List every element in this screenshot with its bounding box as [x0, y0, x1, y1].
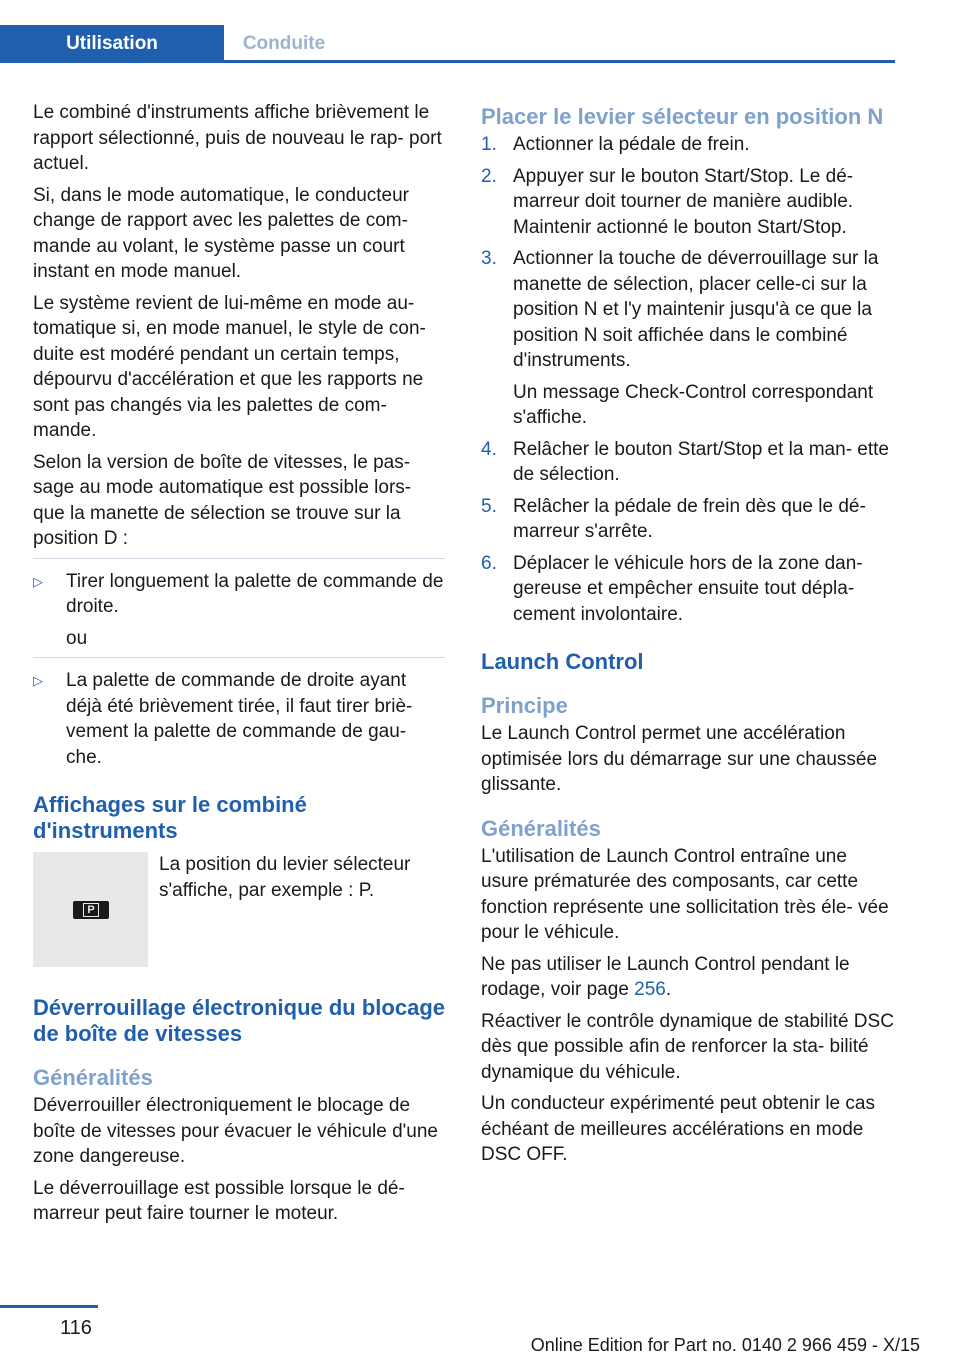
list-item: 5. Relâcher la pédale de frein dès que le dé‐ marreur s'arrête. — [481, 495, 866, 542]
list-item: 6. Déplacer le véhicule hors de la zone dan‐ gereuse et empêcher ensuite tout dépla‐ cement involontaire. — [481, 552, 863, 625]
figure-row — [33, 852, 445, 967]
paragraph: Selon la version de boîte de vitesses, le pas‐ sage au mode automatique est possible lors‐ que la manette de sélection se trouve sur la position D : — [33, 451, 412, 549]
section-heading-deverrouillage: Déverrouillage électronique du blocage de boîte de vitesses — [33, 995, 445, 1046]
tab-conduite[interactable]: Conduite — [224, 25, 344, 62]
list-item: 1. Actionner la pédale de frein. — [481, 134, 750, 155]
paragraph: Réactiver le contrôle dynamique de stabilité DSC dès que possible afin de renforcer la sta‐ bilité dynamique du véhicule. — [481, 1010, 894, 1083]
triangle-bullet-icon: ▷ — [33, 673, 43, 688]
edition-label: Online Edition for Part no. 0140 2 966 459 - X/15 — [530, 1335, 920, 1355]
paragraph: Le système revient de lui-même en mode au‐ tomatique si, en mode manuel, le style de con‐ duite est modéré pendant un certain temps, dépourvu d'accélération et que les rapports ne sont pas changés via les palettes de com‐ mande. — [33, 292, 426, 441]
paragraph: Si, dans le mode automatique, le conducteur change de rapport avec les palettes de com‐ mande au volant, le système passe un court instant en mode manuel. — [33, 184, 410, 282]
subheading-placer-levier: Placer le levier sélecteur en position N — [481, 104, 884, 129]
bullet-divider — [33, 657, 445, 658]
bullet-separator: ou — [66, 627, 88, 649]
gear-indicator-icon: P — [73, 901, 109, 919]
gear-display-figure — [33, 852, 148, 967]
page-link[interactable]: 256 — [634, 979, 666, 1000]
paragraph: Un conducteur expérimenté peut obtenir le cas échéant de meilleures accélérations en mode DSC OFF. — [481, 1093, 875, 1165]
list-item: 4. Relâcher le bouton Start/Stop et la man‐ ette de sélection. — [481, 438, 889, 485]
list-item: 3. Actionner la touche de déverrouillage sur la manette de sélection, placer celle-ci sur la position N et l'y maintenir jusqu'à ce que la position N soit affichée dans le combiné d'instruments. — [481, 248, 879, 371]
subheading-generalites: Généralités — [33, 1065, 153, 1090]
paragraph: Le Launch Control permet une accélération optimisée lors du démarrage sur une chaussée glissante. — [481, 723, 878, 795]
triangle-bullet-icon: ▷ — [33, 573, 43, 589]
header-rule — [0, 60, 895, 63]
list-item: ▷ Tirer longuement la palette de commande de droite. — [33, 569, 445, 620]
right-column — [481, 100, 897, 1174]
paragraph: Le déverrouillage est possible lorsque le dé‐ marreur peut faire tourner le moteur. — [33, 1177, 405, 1224]
paragraph: L'utilisation de Launch Control entraîne une usure prématurée des composants, car cette fonction représente une sollicitation très éle‐ vée pour le véhicule. — [481, 845, 889, 943]
left-column — [33, 100, 445, 1233]
section-heading-affichages: Affichages sur le combiné d'instruments — [33, 792, 307, 843]
paragraph: Le combiné d'instruments affiche brièvement le rapport sélectionné, puis de nouveau le rap‐ port actuel. — [33, 102, 442, 174]
subheading-generalites: Généralités — [481, 815, 601, 841]
section-heading-launch-control: Launch Control — [481, 649, 644, 674]
page-number: 116 — [60, 1317, 92, 1339]
paragraph: Déverrouiller électroniquement le blocage de boîte de vitesses pour évacuer le véhicule d'une zone dangereuse. — [33, 1095, 438, 1167]
bullet-divider — [33, 558, 445, 559]
tab-utilisation[interactable]: Utilisation — [0, 25, 224, 62]
figure-caption: La position du levier sélecteur s'affiche, par exemple : P. — [159, 854, 411, 901]
subheading-principe: Principe — [481, 693, 568, 718]
paragraph: Ne pas utiliser le Launch Control pendant le rodage, voir page 256. — [481, 953, 850, 1000]
step-note: Un message Check-Control correspondant s'affiche. — [513, 381, 874, 428]
footer-rule — [0, 1305, 98, 1308]
list-item: 2. Appuyer sur le bouton Start/Stop. Le dé‐ marreur doit tourner de manière audible. Maintenir actionné le bouton Start/Stop. — [481, 165, 854, 238]
list-item: ▷ La palette de commande de droite ayant déjà été brièvement tirée, il faut tirer briè‐ vement la palette de commande de gau‐ che. — [33, 668, 445, 770]
